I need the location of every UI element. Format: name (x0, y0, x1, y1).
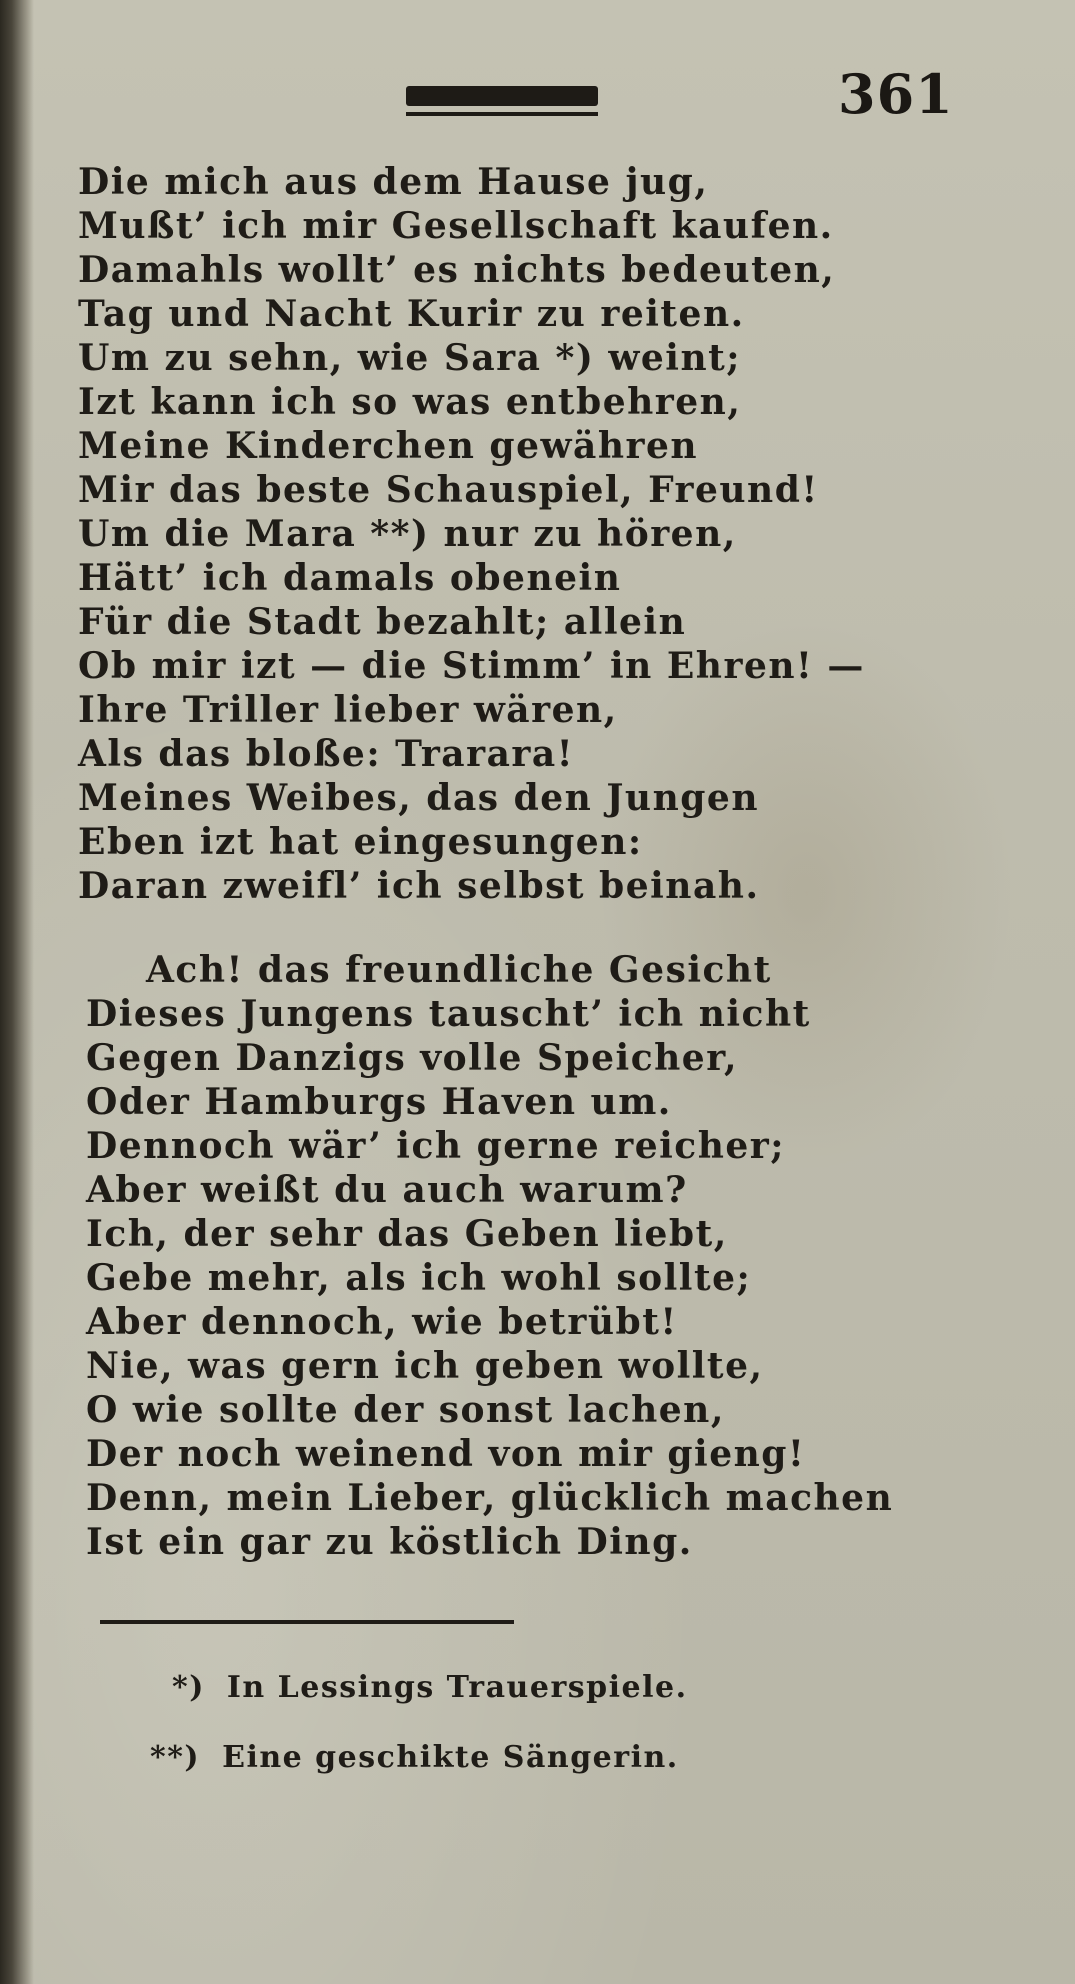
poem-line: Ist ein gar zu köstlich Ding. (86, 1521, 693, 1563)
poem-line: Oder Hamburgs Haven um. (86, 1081, 672, 1123)
footnote-text: In Lessings Trauerspiele. (226, 1670, 688, 1705)
poem-line: Dieses Jungens tauscht’ ich nicht (86, 993, 811, 1035)
poem-line: Ihre Triller lieber wären, (78, 689, 618, 731)
poem-line: O wie sollte der sonst lachen, (86, 1389, 725, 1431)
poem-line: Meine Kinderchen gewähren (78, 425, 699, 467)
footnote-separator (100, 1620, 514, 1624)
poem-line: Mir das beste Schauspiel, Freund! (78, 469, 819, 511)
poem-line: Aber weißt du auch warum? (86, 1169, 688, 1211)
poem-line: Ich, der sehr das Geben liebt, (86, 1213, 728, 1255)
poem-line: Aber dennoch, wie betrübt! (86, 1301, 678, 1343)
poem-line: Ach! das freundliche Gesicht (146, 949, 772, 991)
poem-line: Dennoch wär’ ich gerne reicher; (86, 1125, 786, 1167)
page-number: 361 (838, 62, 954, 126)
footnote-text: Eine geschikte Sängerin. (222, 1740, 679, 1775)
poem-line: Nie, was gern ich geben wollte, (86, 1345, 764, 1387)
poem-line: Als das bloße: Trarara! (78, 733, 574, 775)
footnote-mark: *) (172, 1670, 205, 1705)
poem-line: Gebe mehr, als ich wohl sollte; (86, 1257, 752, 1299)
poem-line: Hätt’ ich damals obenein (78, 557, 622, 599)
poem-line: Damahls wollt’ es nichts bedeuten, (78, 249, 836, 291)
header-ornament-rule-thin (406, 112, 598, 116)
poem-line: Um zu sehn, wie Sara *) weint; (78, 337, 742, 379)
poem-line: Für die Stadt bezahlt; allein (78, 601, 687, 643)
poem-line: Eben izt hat eingesungen: (78, 821, 643, 863)
poem-line: Gegen Danzigs volle Speicher, (86, 1037, 739, 1079)
poem-line: Der noch weinend von mir gieng! (86, 1433, 806, 1475)
poem-line: Meines Weibes, das den Jungen (78, 777, 760, 819)
poem-line: Mußt’ ich mir Gesellschaft kaufen. (78, 205, 834, 247)
poem-line: Die mich aus dem Hause jug, (78, 161, 709, 203)
poem-line: Izt kann ich so was entbehren, (78, 381, 742, 423)
poem-line: Um die Mara **) nur zu hören, (78, 513, 737, 555)
poem-line: Denn, mein Lieber, glücklich machen (86, 1477, 894, 1519)
footnote-mark: **) (150, 1740, 201, 1775)
footnote-2 (150, 1740, 679, 1775)
footnote-1 (172, 1670, 688, 1705)
poem-line: Tag und Nacht Kurir zu reiten. (78, 293, 745, 335)
header-ornament-rule (406, 86, 598, 106)
spine-shadow (0, 0, 34, 1984)
poem-line: Ob mir izt — die Stimm’ in Ehren! — (78, 645, 865, 687)
poem-line: Daran zweifl’ ich selbst beinah. (78, 865, 760, 907)
